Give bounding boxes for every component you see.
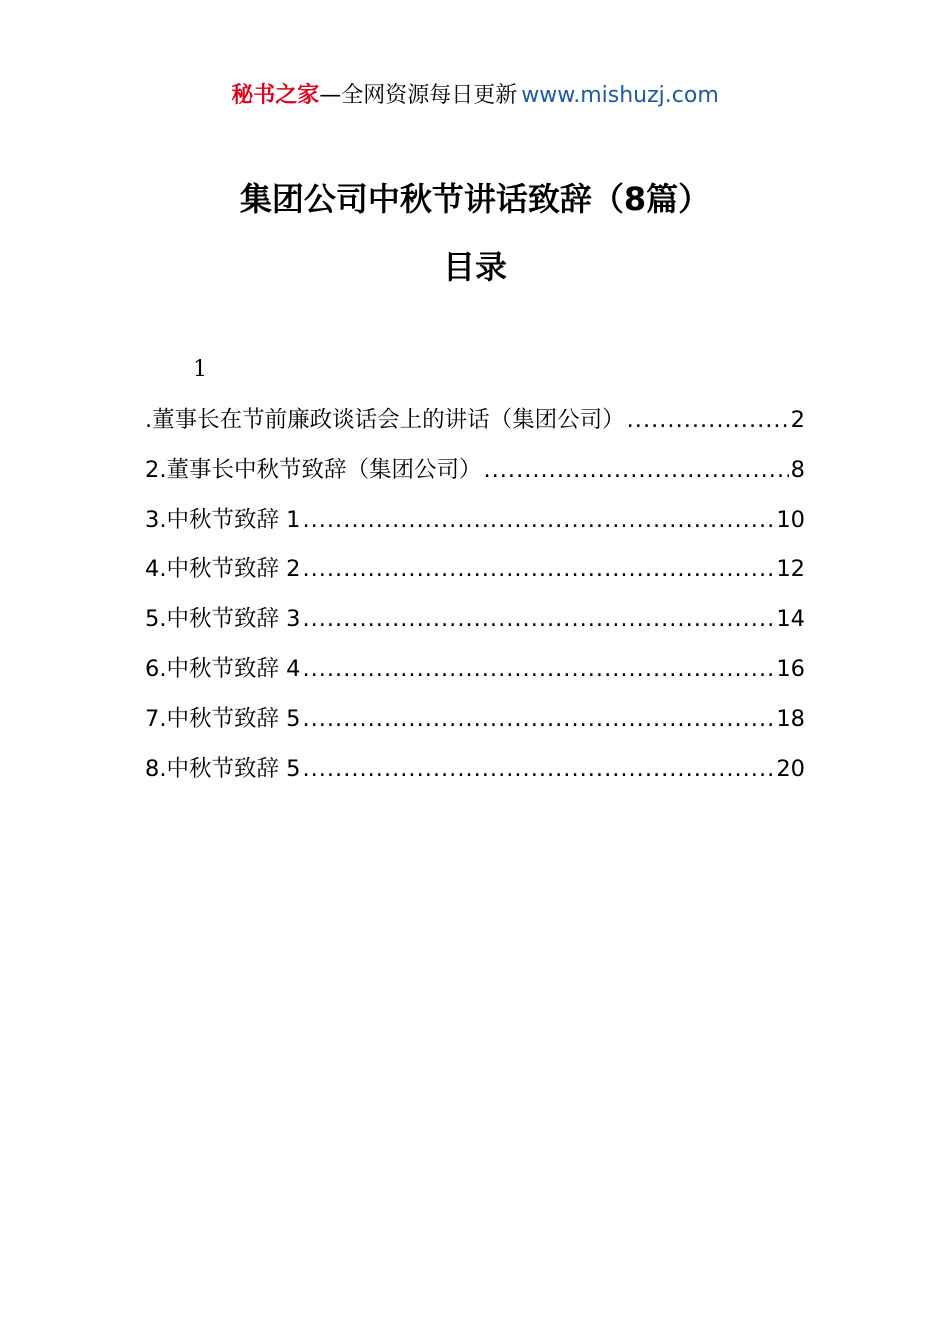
toc-stray-number: 1	[193, 357, 207, 382]
toc-entry-label: 2.董事长中秋节致辞（集团公司）	[145, 456, 482, 483]
toc-dot-leader	[483, 452, 788, 488]
toc-dot-leader	[302, 502, 774, 538]
toc-entry[interactable]	[145, 701, 805, 751]
toc-entry-label: 5.中秋节致辞 3	[145, 606, 301, 633]
brand-name: 秘书之家	[231, 83, 320, 108]
toc-entry[interactable]	[145, 651, 805, 701]
toc-entry[interactable]	[145, 601, 805, 651]
toc-dot-leader	[302, 651, 774, 687]
toc-entry-label: 3.中秋节致辞 1	[145, 506, 301, 533]
toc-entry-label: .董事长在节前廉政谈话会上的讲话（集团公司）	[145, 407, 625, 433]
toc-entry-label: 7.中秋节致辞 5	[145, 705, 301, 732]
toc-entry-page: 8	[790, 456, 805, 483]
toc-heading: 目录	[442, 248, 507, 286]
toc-entry[interactable]	[145, 402, 805, 452]
toc-entry-page: 20	[776, 755, 805, 782]
header-tagline: —全网资源每日更新	[319, 83, 518, 108]
toc-dot-leader	[302, 551, 774, 587]
toc-entry-page: 12	[776, 556, 805, 583]
table-of-contents	[145, 402, 805, 800]
toc-entry[interactable]	[145, 751, 805, 801]
site-header	[0, 80, 950, 112]
toc-entry-page: 16	[776, 655, 805, 682]
toc-dot-leader	[627, 402, 789, 438]
toc-entry-label: 8.中秋节致辞 5	[145, 755, 301, 782]
toc-dot-leader	[302, 601, 774, 637]
toc-dot-leader	[302, 751, 774, 787]
toc-entry[interactable]	[145, 502, 805, 552]
toc-dot-leader	[302, 701, 774, 737]
toc-entry-page: 2	[790, 407, 805, 433]
toc-entry-label: 4.中秋节致辞 2	[145, 556, 301, 583]
site-url-link[interactable]: www.mishuzj.com	[521, 83, 719, 108]
toc-entry-label: 6.中秋节致辞 4	[145, 655, 301, 682]
document-title: 集团公司中秋节讲话致辞（8篇）	[239, 180, 711, 218]
toc-entry-page: 14	[776, 606, 805, 633]
toc-entry-page: 18	[776, 705, 805, 732]
toc-entry[interactable]	[145, 452, 805, 502]
toc-entry-page: 10	[776, 506, 805, 533]
toc-entry[interactable]	[145, 551, 805, 601]
